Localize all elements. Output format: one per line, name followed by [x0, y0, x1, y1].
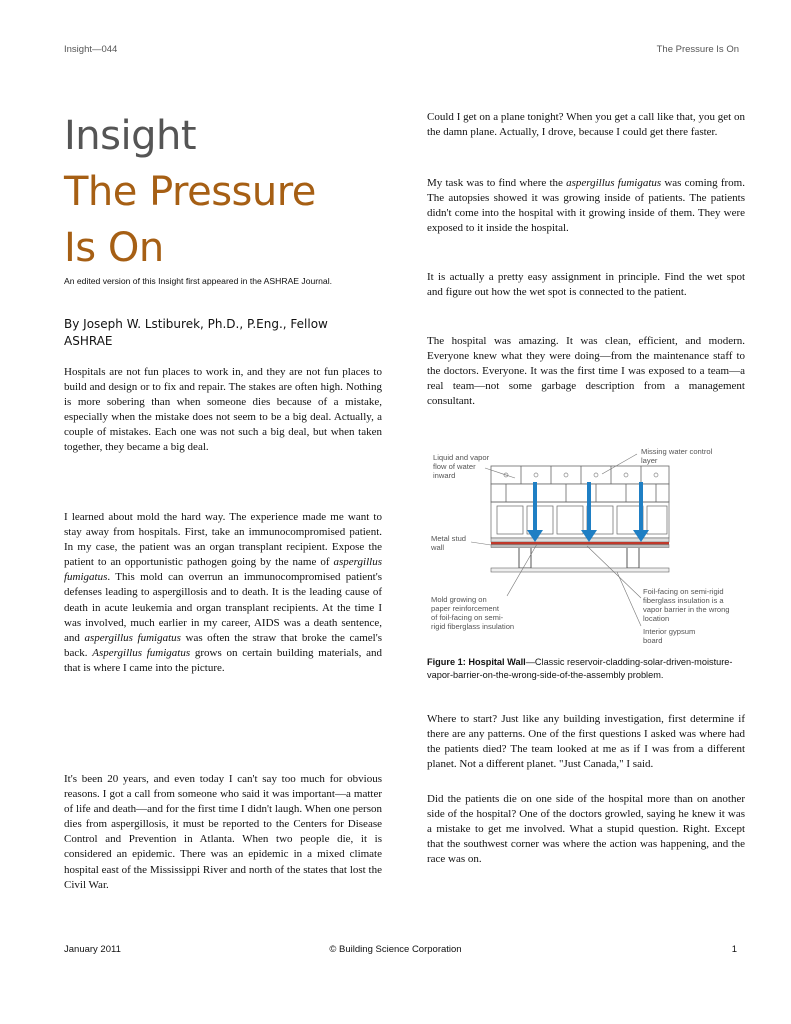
header-right: The Pressure Is On — [656, 44, 739, 55]
footer-date: January 2011 — [64, 944, 121, 955]
right-paragraph-5: Where to start? Just like any building investigation, first determine if there are any patterns. One of the first questions I asked was where had the patients died? The team looked at me as if I was from a different planet. Not a different planet. "Just Canada," I said. — [427, 713, 745, 771]
title-insight: Insight — [64, 113, 197, 159]
right-paragraph-6: Did the patients die on one side of the hospital more than on another side of the hospital? One of the doctors growled, saying he knew it was a mistake to get me involved. What a stupid question. Right. Except that the southwest corner was where the action was happening, and the race was on. — [427, 793, 745, 866]
right-paragraph-2: My task was to find where the aspergillus fumigatus was coming from. The autopsies showed it was growing inside of patients. The patients didn't come into the hospital with it growing inside of them. They were exposed to it inside the hospital. — [427, 177, 745, 235]
left-paragraph-1: Hospitals are not fun places to work in, and they are not fun places to build and design or to fix and repair. The stakes are often high. Nothing is more sobering than when someone dies because of a mistake, especially when the mistake does not seem to be a big deal. Actually, a couple of mistakes. Each one was not such a big deal, but when taken together, they became a big deal. — [64, 366, 382, 454]
left-paragraph-3: It's been 20 years, and even today I can't say too much for obvious reasons. I got a call from someone who said it was important—a matter of life and death—and for the first time I didn't laugh. When one person dies from aspergillosis, it must be reported to the Centers for Disease Control and Prevention in Atlanta. When two people die, it is considered an epidemic. There was an epidemic in a mixed climate hospital east of the Mississippi River and north of the states that lost the Civil War. — [64, 773, 382, 891]
label-gypsum-board: Interior gypsum board — [643, 627, 696, 645]
header-left: Insight—044 — [64, 44, 118, 55]
title-line-3: Is On — [64, 225, 164, 271]
right-paragraph-1: Could I get on a plane tonight? When you get a call like that, you get on the damn plane. Actually, I drove, because I could get there faster. — [427, 111, 745, 139]
mold-layer — [491, 542, 669, 545]
metal-studs — [519, 548, 639, 568]
title-line-2: The Pressure — [64, 169, 316, 215]
label-metal-stud: Metal stud wall — [431, 534, 467, 552]
left-paragraph-2: I learned about mold the hard way. The experience made me want to stay away from hospitals. First, take an immunocompromised patient. In my case, the patient was an organ transplant recipient. Expose the patient to an opportunistic pathogen going by the name of aspergillus fumigatus. This mold can overrun an immunocompromised patient's defenses leading to aspergillosis and to death. It is the leading cause of death in acute leukemia and organ transplant recipients. At the time I was involved, much earlier in my career, AIDS was a death sentence, and aspergillus fumigatus was often the straw that broke the camel's back. Aspergillus fumigatus grows on certain building materials, and that is where I came into the picture. — [64, 511, 382, 674]
label-foil-facing: Foil-facing on semi-rigid fiberglass insulation is a vapor barrier in the wrong location — [643, 587, 730, 623]
figure-caption: Figure 1: Hospital Wall—Classic reservoir-cladding-solar-driven-moisture-vapor-barrier-on-the-wrong-side-of-the-assembly problem. — [427, 657, 733, 680]
footer-copyright: © Building Science Corporation — [329, 944, 462, 955]
label-missing-layer: Missing water control layer — [641, 447, 713, 465]
author-byline: By Joseph W. Lstiburek, Ph.D., P.Eng., Fellow ASHRAE — [64, 317, 328, 348]
label-mold-growing: Mold growing on paper reinforcement of foil-facing on semi- rigid fiberglass insulation — [431, 595, 515, 631]
gypsum-board — [491, 568, 669, 572]
right-paragraph-4: The hospital was amazing. It was clean, efficient, and modern. Everyone knew what they were doing—from the maintenance staff to the doctors. Everyone. It was the first time I was exposed to a team—a real team—not some garbage description from a management consultant. — [427, 335, 745, 408]
label-liquid-vapor: Liquid and vapor flow of water inward — [433, 453, 490, 480]
footer-page-number: 1 — [731, 944, 737, 955]
right-paragraph-3: It is actually a pretty easy assignment in principle. Find the wet spot and figure out how the wet spot is connected to the patient. — [427, 271, 745, 299]
figure-hospital-wall — [427, 444, 745, 650]
edited-note: An edited version of this Insight first appeared in the ASHRAE Journal. — [64, 276, 332, 286]
